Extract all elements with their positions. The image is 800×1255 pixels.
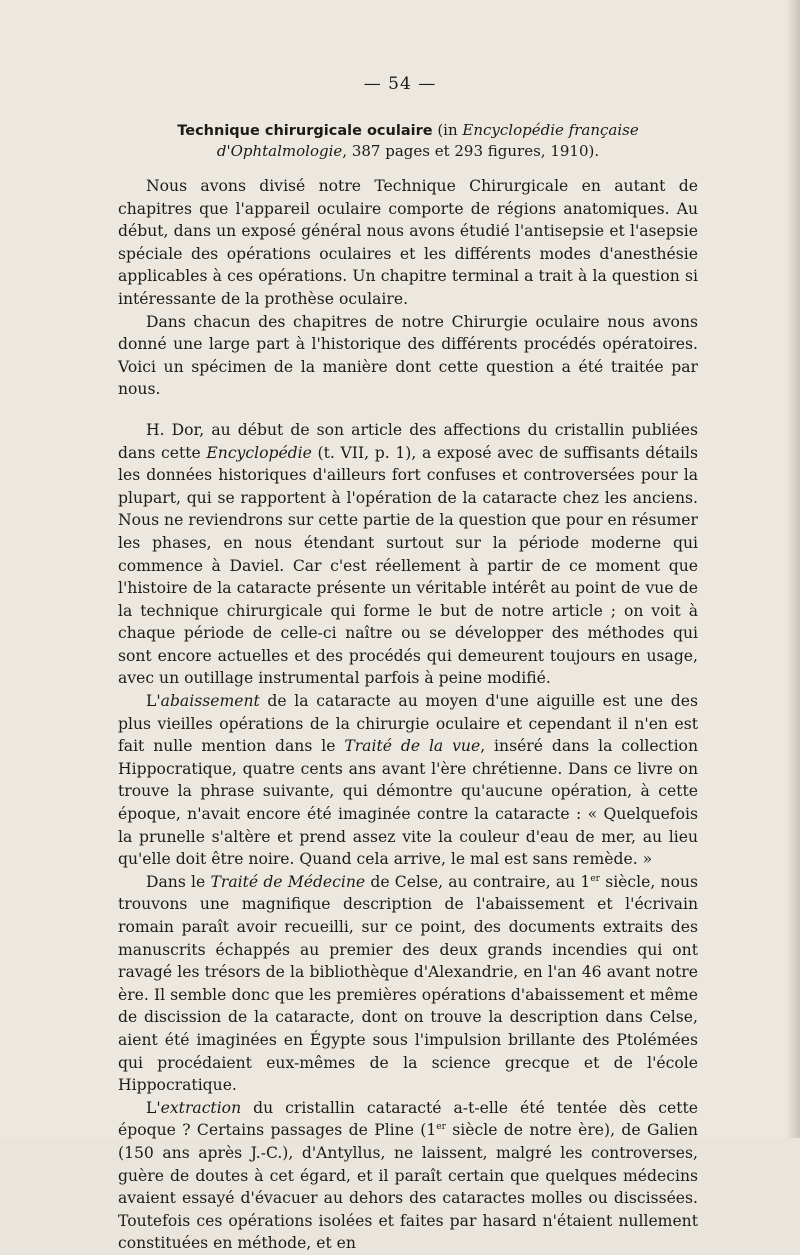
p1-text-c: (t. VII, p. 1), a exposé avec de suffisants détails les données historiques d'ailleurs fort confuses et controversées pour la plupart, qui se rapportent à l'opération de la cataracte chez les anciens. Nous ne reviendrons sur cette partie de la question que pour en résumer les phases, en nous étendant surtout sur la période moderne qui commence à Daviel. Car c'est réellement à partir de ce moment que l'histoire de la cataracte présente un véritable intérêt au point de vue de la technique chirurgicale qui forme le but de notre article ; on voit à chaque période de celle-ci naître ou se développer des méthodes qui sont encore actuelles et des procédés qui demeurent toujours en usage, avec un outillage instrumental parfois à peine modifié. bbox=[118, 443, 698, 688]
p4-text-c: du cristallin cataracté a-t-elle été tentée dès cette époque ? Certains passages de Pline (1 bbox=[118, 1098, 698, 1140]
p4-text-a: L' bbox=[146, 1098, 161, 1117]
p3-text-a: Dans le bbox=[146, 872, 211, 891]
p3-superscript: er bbox=[590, 873, 600, 884]
page-content bbox=[118, 120, 698, 1255]
p4-superscript: er bbox=[436, 1122, 446, 1133]
section-title-post: , 387 pages et 293 figures, 1910). bbox=[342, 142, 600, 160]
section-title-pre: (in bbox=[432, 121, 463, 139]
section-title-bold: Technique chirurgicale oculaire bbox=[177, 123, 433, 139]
intro-paragraph-1: Nous avons divisé notre Technique Chirurgicale en autant de chapitres que l'appareil oculaire comporte de régions anatomiques. Au début, dans un exposé général nous avons étudié l'antisepsie et l'asepsie spéciale des opérations oculaires et les différents modes d'anesthésie applicables à ces opérations. Un chapitre terminal a trait à la question si intéressante de la prothèse oculaire. bbox=[118, 177, 698, 308]
page-number: — 54 — bbox=[363, 74, 437, 94]
p1-text-a: H. Dor, au début de son article des affections du cristallin publiées dans cette bbox=[118, 420, 698, 462]
intro-paragraph-2: Dans chacun des chapitres de notre Chirurgie oculaire nous avons donné une large part à l'historique des différents procédés opératoires. Voici un spécimen de la manière dont cette question a été traitée par nous. bbox=[118, 312, 698, 399]
p4-italic-extraction: extraction bbox=[160, 1098, 242, 1117]
p3-italic-traite-medecine: Traité de Médecine bbox=[210, 872, 366, 891]
p2-text-e: , inséré dans la collection Hippocratique, quatre cents ans avant l'ère chrétienne. Dans ce livre on trouve la phrase suivante, qui démontre qu'aucune opération, à cette époque, n'avait encore été imaginée contre la cataracte : « Quelquefois la prunelle s'altère et prend assez vite la couleur d'eau de mer, au lieu qu'elle doit être noire. Quand cela arrive, le mal est sans remède. » bbox=[118, 737, 698, 869]
p3-text-c: de Celse, au contraire, au 1 bbox=[365, 872, 591, 891]
section-title-italic: Encyclopédie française d'Ophtalmologie bbox=[216, 121, 639, 160]
body-paragraph-1 bbox=[118, 419, 698, 690]
body-paragraph-2 bbox=[118, 690, 698, 871]
p2-italic-traite-vue: Traité de la vue bbox=[344, 737, 481, 756]
body-paragraph-3 bbox=[118, 871, 698, 1097]
p2-italic-abaissement: abaissement bbox=[160, 692, 260, 711]
p1-italic-encyclopedie: Encyclopédie bbox=[206, 443, 312, 462]
p4-text-d: siècle de notre ère), de Galien (150 ans après J.-C.), d'Antyllus, ne laissent, malgré les controverses, guère de doutes à cet égard, et il paraît certain que quelques médecins avaient essayé d'évacuer au dehors des cataractes molles ou discissées. Toutefois ces opérations isolées et faites par hasard n'étaient nullement constituées en méthode, et en bbox=[118, 1121, 698, 1253]
body-paragraph-4 bbox=[118, 1097, 698, 1255]
page-edge-shadow bbox=[786, 0, 800, 1138]
paragraph-gap bbox=[118, 401, 698, 419]
p3-text-d: siècle, nous trouvons une magnifique description de l'abaissement et l'écrivain romain paraît avoir recueilli, sur ce point, des documents extraits des manuscrits échappés au premier des deux grands incendies qui ont ravagé les trésors de la bibliothèque d'Alexandrie, en l'an 46 avant notre ère. Il semble donc que les premières opérations d'abaissement et même de discission de la cataracte, dont on trouve la description dans Celse, aient été imaginées en Égypte sous l'impulsion brillante des Ptolémées qui procédaient eux-mêmes de la science grecque et de l'école Hippocratique. bbox=[118, 872, 698, 1095]
p2-text-a: L' bbox=[146, 692, 161, 711]
section-title bbox=[118, 120, 698, 161]
p2-text-c: de la cataracte au moyen d'une aiguille est une des plus vieilles opérations de la chirurgie oculaire et cependant il n'en est fait nulle mention dans le bbox=[118, 692, 698, 756]
